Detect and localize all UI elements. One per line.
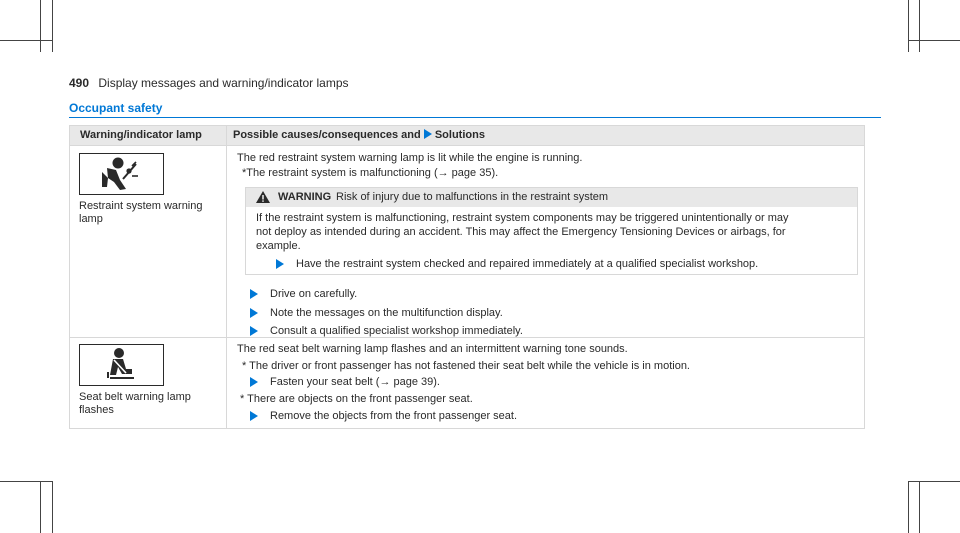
- row-divider: [70, 145, 864, 146]
- solution-step: Fasten your seat belt (→ page 39).: [270, 376, 440, 388]
- solution-step: Remove the objects from the front passenger seat.: [270, 410, 518, 422]
- section-title: Occupant safety: [69, 101, 163, 115]
- solution-step: Consult a qualified specialist workshop immediately.: [270, 325, 523, 337]
- crop-mark: [908, 481, 909, 533]
- crop-mark: [919, 0, 920, 52]
- warning-box: [245, 187, 858, 275]
- col-header-causes: [227, 126, 864, 145]
- crop-mark: [908, 481, 960, 482]
- cause-text: The red seat belt warning lamp flashes and an intermittent warning tone sounds.: [237, 343, 628, 355]
- page-header: [69, 76, 349, 90]
- warning-title: Risk of injury due to malfunctions in the restraint system: [336, 191, 609, 203]
- cause-text: *The restraint system is malfunctioning (→ page 35).: [242, 167, 499, 179]
- page-number: 490: [69, 76, 90, 90]
- crop-mark: [40, 0, 41, 52]
- lamp-table: [69, 125, 865, 429]
- crop-mark: [0, 40, 52, 41]
- warning-body: example.: [256, 240, 301, 252]
- arrow-icon: [250, 411, 258, 421]
- arrow-icon: [250, 377, 258, 387]
- crop-mark: [919, 481, 920, 533]
- col-header-causes-label: Possible causes/consequences and: [233, 129, 421, 141]
- cause-text: * There are objects on the front passenger seat.: [240, 393, 473, 405]
- page-header-title: Display messages and warning/indicator lamps: [98, 76, 349, 90]
- arrow-icon: [250, 289, 258, 299]
- solution-step: Note the messages on the multifunction display.: [270, 307, 503, 319]
- lamp-label: Restraint system warning: [79, 200, 203, 212]
- airbag-warning-icon: [79, 153, 164, 195]
- warning-body: If the restraint system is malfunctioning, restraint system components may be triggered unintentionally or may: [256, 212, 789, 224]
- crop-mark: [908, 40, 960, 41]
- seat-belt-warning-icon: [79, 344, 164, 386]
- arrow-icon: [250, 308, 258, 318]
- warning-header: [246, 188, 857, 207]
- col-header-lamp: Warning/indicator lamp: [70, 126, 226, 145]
- arrow-icon: [250, 326, 258, 336]
- warning-step: Have the restraint system checked and repaired immediately at a qualified specialist workshop.: [296, 258, 759, 270]
- lamp-label: lamp: [79, 213, 103, 225]
- cause-text: * The driver or front passenger has not fastened their seat belt while the vehicle is in motion.: [242, 360, 690, 372]
- crop-mark: [908, 0, 909, 52]
- lamp-label: Seat belt warning lamp: [79, 391, 191, 403]
- arrow-icon: [424, 129, 432, 139]
- lamp-label: flashes: [79, 404, 114, 416]
- crop-mark: [0, 481, 52, 482]
- col-header-solutions-label: Solutions: [434, 129, 485, 141]
- cause-text: The red restraint system warning lamp is lit while the engine is running.: [237, 152, 583, 164]
- crop-mark: [40, 481, 41, 533]
- warning-triangle-icon: [256, 191, 270, 203]
- section-divider: [69, 117, 881, 118]
- solution-step: Drive on carefully.: [270, 288, 358, 300]
- crop-mark: [52, 0, 53, 52]
- column-divider: [226, 126, 227, 428]
- crop-mark: [52, 481, 53, 533]
- arrow-icon: [276, 259, 284, 269]
- warning-body: not deploy as intended during an accident. This may affect the Emergency Tensioning Devices or airbags, for: [256, 226, 786, 238]
- warning-label: WARNING: [278, 191, 332, 203]
